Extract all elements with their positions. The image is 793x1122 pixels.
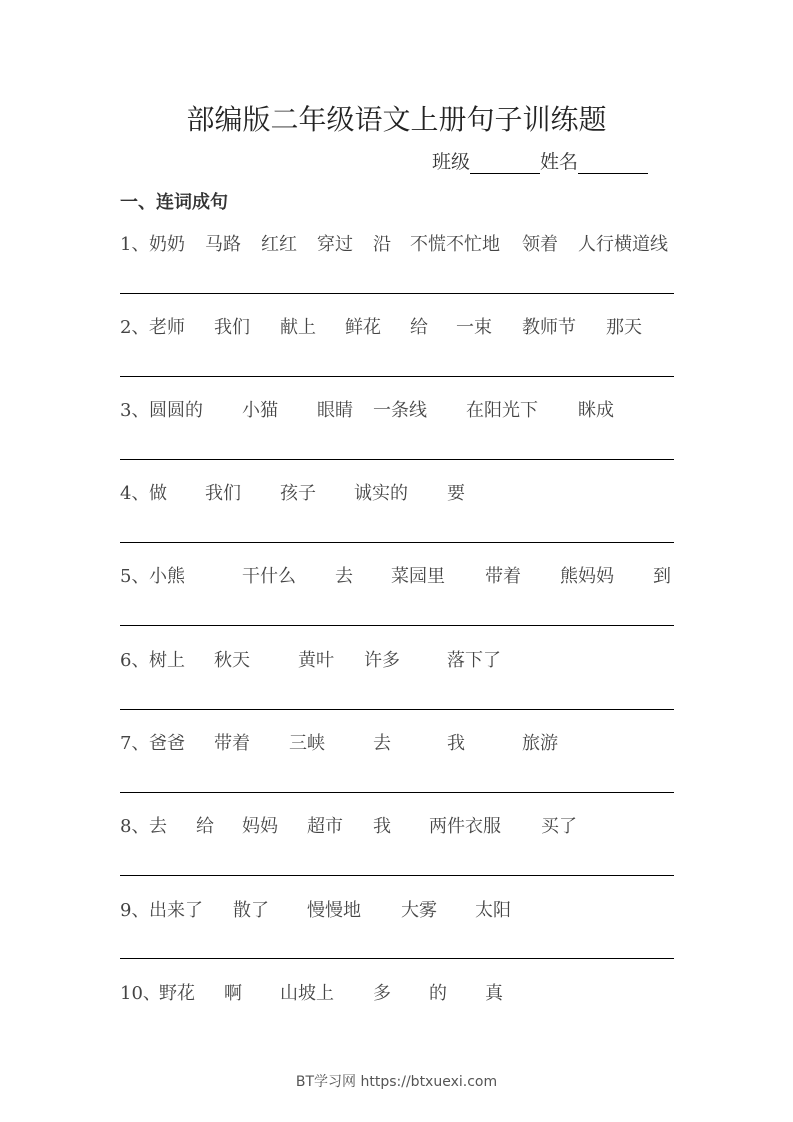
question-4 [0, 479, 793, 509]
question-8 [0, 812, 793, 842]
word: 妈妈 [242, 816, 278, 837]
word: 穿过 [317, 234, 353, 255]
word: 多 [373, 983, 391, 1004]
word: 到 [653, 566, 671, 587]
word: 买了 [541, 816, 577, 837]
word: 真 [485, 983, 503, 1004]
name-blank[interactable] [578, 155, 648, 174]
word: 大雾 [401, 900, 437, 921]
question-9 [0, 896, 793, 926]
word: 去 [149, 816, 167, 837]
word: 慢慢地 [307, 900, 361, 921]
word: 领着 [522, 234, 558, 255]
answer-line-3[interactable] [120, 459, 674, 460]
word: 红红 [261, 234, 297, 255]
word: 圆圆的 [149, 400, 203, 421]
word: 不慌不忙地 [410, 234, 500, 255]
word: 教师节 [522, 317, 576, 338]
question-6 [0, 646, 793, 676]
word: 小猫 [242, 400, 278, 421]
question-number: 8、 [120, 816, 150, 837]
word: 眼睛 [317, 400, 353, 421]
question-2 [0, 313, 793, 343]
class-blank[interactable] [470, 155, 540, 174]
word: 马路 [205, 234, 241, 255]
word: 眯成 [578, 400, 614, 421]
word: 的 [429, 983, 447, 1004]
answer-line-4[interactable] [120, 542, 674, 543]
section-heading: 一、连词成句 [120, 192, 228, 213]
answer-line-2[interactable] [120, 376, 674, 377]
word: 出来了 [149, 900, 203, 921]
word: 去 [335, 566, 353, 587]
question-number: 3、 [120, 400, 150, 421]
word: 落下了 [447, 650, 501, 671]
word: 爸爸 [149, 733, 185, 754]
word: 散了 [233, 900, 269, 921]
word: 干什么 [242, 566, 296, 587]
question-number: 2、 [120, 317, 150, 338]
word: 野花 [159, 983, 195, 1004]
question-10 [0, 979, 793, 1009]
word: 沿 [373, 234, 391, 255]
word: 诚实的 [354, 483, 408, 504]
word: 黄叶 [298, 650, 334, 671]
word: 给 [196, 816, 214, 837]
word: 做 [149, 483, 167, 504]
word: 旅游 [522, 733, 558, 754]
word: 啊 [224, 983, 242, 1004]
word: 带着 [485, 566, 521, 587]
question-number: 4、 [120, 483, 150, 504]
question-1 [0, 230, 793, 260]
word: 那天 [606, 317, 642, 338]
word: 要 [447, 483, 465, 504]
word: 小熊 [149, 566, 185, 587]
word: 一束 [456, 317, 492, 338]
footer-watermark: BT学习网 https://btxuexi.com [295, 1074, 498, 1090]
answer-line-8[interactable] [120, 875, 674, 876]
word: 在阳光下 [466, 400, 538, 421]
question-number: 7、 [120, 733, 150, 754]
word: 给 [410, 317, 428, 338]
question-number: 10、 [120, 983, 161, 1004]
word: 老师 [149, 317, 185, 338]
word: 我们 [205, 483, 241, 504]
word: 我 [447, 733, 465, 754]
word: 树上 [149, 650, 185, 671]
question-number: 9、 [120, 900, 150, 921]
word: 带着 [214, 733, 250, 754]
word: 许多 [364, 650, 400, 671]
question-number: 1、 [120, 234, 150, 255]
answer-line-1[interactable] [120, 293, 674, 294]
class-label: 班级 [432, 151, 471, 173]
question-number: 5、 [120, 566, 150, 587]
answer-line-9[interactable] [120, 958, 674, 959]
word: 山坡上 [280, 983, 334, 1004]
answer-line-5[interactable] [120, 625, 674, 626]
word: 人行横道线 [578, 234, 668, 255]
question-5 [0, 562, 793, 592]
word: 我们 [214, 317, 250, 338]
question-number: 6、 [120, 650, 150, 671]
word: 献上 [280, 317, 316, 338]
word: 我 [373, 816, 391, 837]
word: 奶奶 [149, 234, 185, 255]
word: 熊妈妈 [560, 566, 614, 587]
student-info [432, 147, 648, 174]
word: 鲜花 [345, 317, 381, 338]
word: 一条线 [373, 400, 427, 421]
word: 太阳 [475, 900, 511, 921]
word: 去 [373, 733, 391, 754]
word: 三峡 [289, 733, 325, 754]
word: 菜园里 [391, 566, 445, 587]
question-3 [0, 396, 793, 426]
answer-line-6[interactable] [120, 709, 674, 710]
word: 超市 [307, 816, 343, 837]
word: 两件衣服 [429, 816, 501, 837]
question-7 [0, 729, 793, 759]
word: 秋天 [214, 650, 250, 671]
word: 孩子 [280, 483, 316, 504]
name-label: 姓名 [540, 151, 579, 173]
answer-line-7[interactable] [120, 792, 674, 793]
page-title: 部编版二年级语文上册句子训练题 [186, 103, 607, 136]
